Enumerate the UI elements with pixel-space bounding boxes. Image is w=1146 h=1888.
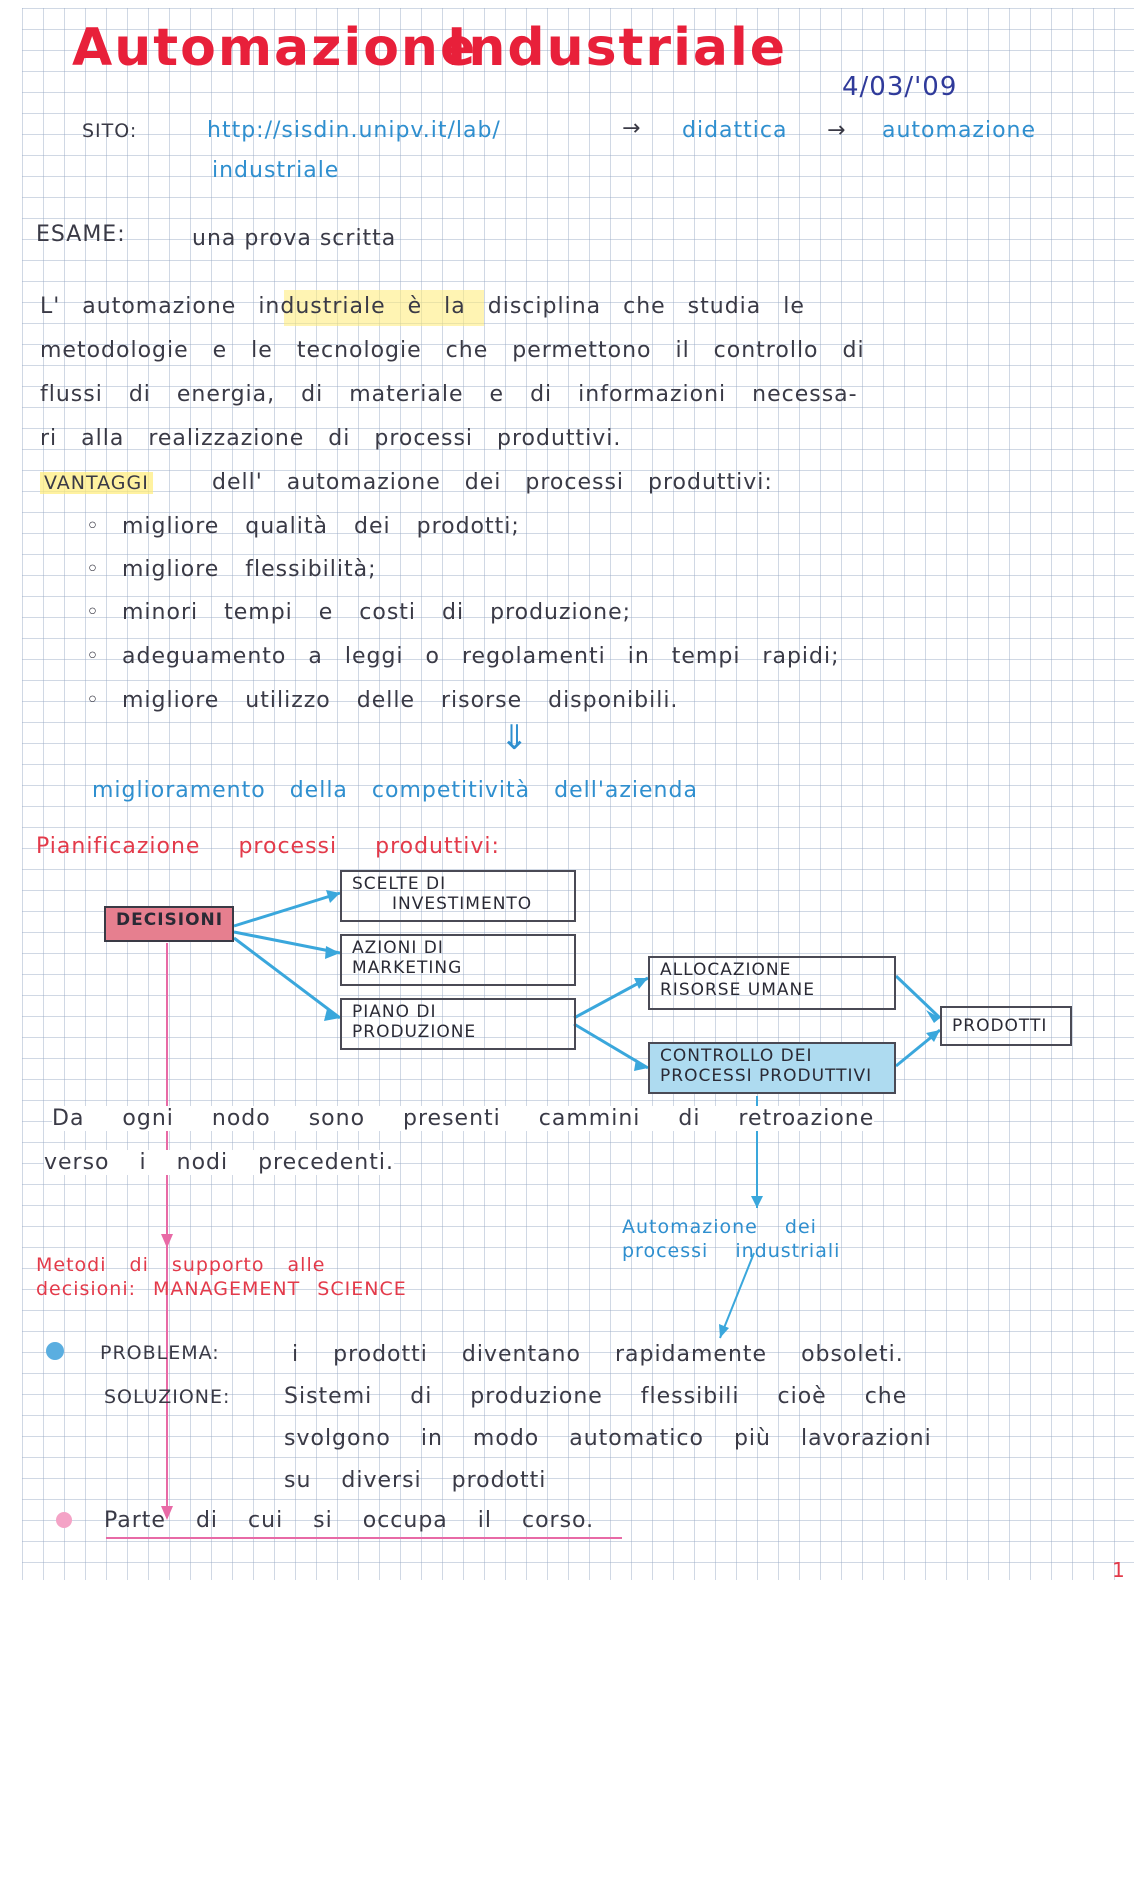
course-bullet-icon xyxy=(56,1512,72,1528)
bullet-1: ◦ xyxy=(86,514,100,539)
solution-line-2: svolgono in modo automatico più lavorazioni xyxy=(284,1426,932,1451)
title-automazione: Automazione xyxy=(72,18,478,78)
double-arrow-down-icon: ⇓ xyxy=(500,718,530,758)
advantage-item-4: adeguamento a leggi o regolamenti in tempi rapidi; xyxy=(122,644,840,669)
graph-paper-page xyxy=(22,8,1134,1580)
problem-label: PROBLEMA: xyxy=(100,1342,220,1364)
title-industriale: Industriale xyxy=(447,18,788,78)
exam-text: una prova scritta xyxy=(192,226,397,251)
box-prodotti xyxy=(940,1006,1072,1046)
definition-line-1: L' automazione industriale è la disciplina che studia le xyxy=(40,294,805,319)
methods-line-1: Metodi di supporto alle xyxy=(36,1254,326,1276)
automation-note-line-2: processi industriali xyxy=(622,1240,841,1262)
site-path-industriale: industriale xyxy=(212,158,340,183)
feedback-line-1: Da ogni nodo sono presenti cammini di retroazione xyxy=(52,1106,875,1131)
box-allocazione-line-1: ALLOCAZIONE xyxy=(660,960,792,980)
feedback-line-2: verso i nodi precedenti. xyxy=(44,1150,394,1175)
advantage-item-5: migliore utilizzo delle risorse disponibili. xyxy=(122,688,679,713)
advantage-item-3: minori tempi e costi di produzione; xyxy=(122,600,632,625)
advantages-heading-rest: dell' automazione dei processi produttivi: xyxy=(212,470,773,495)
arrow-allocazione-prodotti xyxy=(896,976,940,1018)
box-scelte-line-2: INVESTIMENTO xyxy=(392,894,533,914)
definition-line-2: metodologie e le tecnologie che permettono il controllo di xyxy=(40,338,865,363)
advantage-item-1: migliore qualità dei prodotti; xyxy=(122,514,520,539)
site-url: http://sisdin.unipv.it/lab/ xyxy=(207,118,501,143)
bullet-2: ◦ xyxy=(86,557,100,582)
solution-line-1: Sistemi di produzione flessibili cioè che xyxy=(284,1384,908,1409)
bullet-5: ◦ xyxy=(86,688,100,713)
box-piano-line-1: PIANO DI xyxy=(352,1002,437,1022)
bullet-4: ◦ xyxy=(86,644,100,669)
advantage-item-2: migliore flessibilità; xyxy=(122,557,377,582)
exam-label: ESAME: xyxy=(36,222,126,247)
box-decisioni xyxy=(104,906,234,942)
box-controllo-line-1: CONTROLLO DEI xyxy=(660,1046,813,1066)
competitiveness-result: miglioramento della competitività dell'azienda xyxy=(92,778,698,803)
arrow-decisioni-scelte xyxy=(234,893,340,926)
box-allocazione-line-2: RISORSE UMANE xyxy=(660,980,815,1000)
automation-note-line-1: Automazione dei xyxy=(622,1216,817,1238)
site-path-didattica: didattica xyxy=(682,118,788,143)
problem-text: i prodotti diventano rapidamente obsoleti. xyxy=(292,1342,904,1367)
arrow-automazione-down xyxy=(720,1253,754,1338)
box-controllo-processi xyxy=(648,1042,896,1094)
page-number: 1 xyxy=(1112,1558,1126,1582)
box-azioni-line-2: MARKETING xyxy=(352,958,463,978)
definition-line-4: ri alla realizzazione di processi produttivi. xyxy=(40,426,622,451)
box-decisioni-label: DECISIONI xyxy=(116,910,224,930)
arrow-1: → xyxy=(622,116,642,141)
solution-line-3: su diversi prodotti xyxy=(284,1468,547,1493)
problem-bullet-icon xyxy=(46,1342,64,1360)
solution-label: SOLUZIONE: xyxy=(104,1386,231,1408)
box-scelte-investimento xyxy=(340,870,576,922)
site-path-automazione: automazione xyxy=(882,118,1037,143)
course-text: Parte di cui si occupa il corso. xyxy=(104,1508,595,1533)
box-azioni-marketing xyxy=(340,934,576,986)
planning-heading: Pianificazione processi produttivi: xyxy=(36,834,500,859)
definition-line-3: flussi di energia, di materiale e di informazioni necessa- xyxy=(40,382,858,407)
box-allocazione-risorse xyxy=(648,956,896,1010)
arrow-2: → xyxy=(827,118,847,143)
advantages-heading: VANTAGGI xyxy=(40,472,153,494)
box-piano-produzione xyxy=(340,998,576,1050)
bullet-3: ◦ xyxy=(86,600,100,625)
site-label: SITO: xyxy=(82,120,138,142)
box-scelte-line-1: SCELTE DI xyxy=(352,874,447,894)
methods-line-2: decisioni: MANAGEMENT SCIENCE xyxy=(36,1278,407,1300)
box-prodotti-label: PRODOTTI xyxy=(952,1016,1048,1036)
box-piano-line-2: PRODUZIONE xyxy=(352,1022,477,1042)
date: 4/03/'09 xyxy=(842,72,958,102)
box-controllo-line-2: PROCESSI PRODUTTIVI xyxy=(660,1066,873,1086)
box-azioni-line-1: AZIONI DI xyxy=(352,938,444,958)
